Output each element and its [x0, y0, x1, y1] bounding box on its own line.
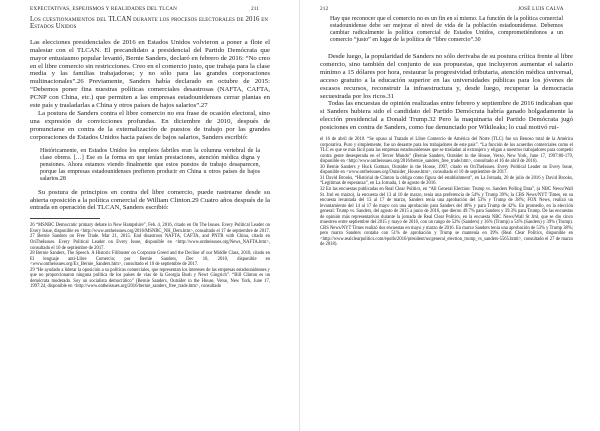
body-paragraph: Todas las encuestas de opinión realizadas entre febrero y septiembre de 2016 indicaban que si Sanders hubiera sido el candidato del Partido Demócrata habría ganado holgadamente la elección presidencial a Donald Trump.32 Pero la maquinaria del Partido Demócrata jugó posiciones en contra de Sanders, como fue denunciado por Wikileaks; lo cual motivó rui-	[320, 100, 573, 132]
running-head: JOSÉ LUIS CALVA	[518, 6, 564, 12]
footnote: 26 “MSNBC Democratic primary debate in New Hampshire”, Feb. 4, 2016, citado en On The Issues. Every Political Leader on Every Issue, disponible en <http://www.ontheissues.org/2016/MSNBC_NH_Dem.htm>, consultado el 17 de septiembre de 2017.	[30, 223, 270, 234]
page-number: 211	[251, 6, 260, 12]
footnote: 28 Bernie Sanders, The Speech. A Historic Filibuster on Corporate Greed and the Decline of our Middle Class, 2010, citado en El lenguaje anti-Libre Comercio; por Bernie Sanders, Dec 10, 2010, disponible en <www.ontheissues.org/Ex_Bernie_Sanders.htm>, consultado el 10 de septiembre de 2017.	[30, 251, 270, 268]
block-quote: Hay que reconocer que el comercio no es un fin en sí mismo. La función de la política comercial estadounidense debe ser mejorar el nivel de vida de la población estadounidense. Debemos cambiar radicalmente la política comercial de Estados Unidos, comprometiéndonos a un comercio “justo” en lugar de la política de “libre comercio”.30	[330, 16, 563, 43]
footnote: el 16 de abril de 2010. “Se opuso al Tratado el Libre Comercio de América del Norte (TLC) fue un Benoso total de la América corporativa. Puro y simplemente, fue un desastre para los trabajadores de este país”. “La función de los acuerdos comerciales como el TLC es que se más fácil para las empresas estadounidenses que se trasladan al extranjero y eligan a nuestros trabajadores para competir contra gente desesperada en el Tercer Mundo” (Bernie Sanders, Outsider in the House, Verso, New York, June 17, 1997:80-179, disponible en <http://www.ontheissues.org/2016/bernie_sanders_free_trade.htm>, consultado el 16 de abril de 2016).	[320, 137, 573, 165]
body-paragraph: Desde luego, la popularidad de Sanders no sólo derivaba de su postura crítica frente al libre comercio, sino también del conjunto de sus propuestas, que incluyeron aumentar el salario mínimo a 15 dólares por hora, restaurar la progresividad tributaria, atención médica universal, acceso gratuito a la educación superior en las universidades públicas para los jóvenes de escasos recursos, reconstruir la infraestructura y, desde luego, recuperar la democracia secuestrada por los ricos.31	[320, 53, 573, 100]
footnote: 27 Bernie Sanders on Free Trade. Mar 21, 2015. End disastrous NAFTA, CAFTA, and PNTR with China, citado en OnTheIssues. Every Political Leader on Every Issue, disponible en <http://www.ontheissues.org/News_NAFTA.htm>, consultado el 10 de septiembre de 2017.	[30, 234, 270, 251]
footnote: 29 “He ayudado a liderar la oposición a su políticas comerciales, que representan los intereses de las empresas estadounidenses y que no proporcionaron ninguna política de los países de vías de la Georgia Bush y Newt Gingrich”. “Bill Clinton es un demócrata moderado. Soy un socialista democrático” (Bernie Sanders, Outsider in the House, Verso, New York, June 17, 1997:24, disponible en <http://www.ontheissues.org/2016/bernie_sanders_free_trade.htm>, consultado	[30, 267, 270, 290]
body-paragraph: Las elecciones presidenciales de 2016 en Estados Unidos volvieron a poner a flote el malestar con el TLCAN. El precandidato a presidencial del Partido Demócrata que mayor entusiasmo popular levantó, Bernie Sanders, declaró en febrero de 2016: “No creo en el libre comercio sin restricciones. Creo en el comercio justo, que trabaja para la clase media y las familias trabajadoras; y no sólo para las grandes corporaciones multinacionales”.26 Previamente, Sanders había declarado en octubre de 2015: “Debemos poner fina nuestras políticas comerciales desastrosas (NAFTA, CAFTA, PCNP con China, etc.) que permiten a las empresas estadounidenses cerrar plantas en este país y trasladarlas a China y otros países de bajos salarios”.27	[30, 38, 270, 110]
running-head: EXPECTATIVAS, ESPEJISMOS Y REALIDADES DEL TLCAN	[30, 6, 178, 12]
page-number: 212	[320, 6, 329, 12]
footnote: 32 En las encuestas publicadas en Real Clear Politics, en “All General Election: Trump vs. Sanders Polling Data”, (a NBC News/Wall St. Jrnl en marzo), la encuesta del 13 al 10 de marzo, tenía una preferencia de 54% y Trump 39%; la CBS News/NYT Times, en su encuesta levantada del 13 al 17 de marzo, Sanders tenía una aprobación del 53% y Trump de 38%; FOX News, realizó un levantamiento del 14 al 17 de mayo con una aprobación para Sanders del 46% y para Trump de 42%. En promedio, en la elección general: Trump vs. Sanders, del agosto de 2015 a junio de 2016, que dieron 49.7% para Sanders y 39.3% para Trump. De las encuestas de opinión más representativas durante la jornada de Real Clear Politics, en la encuesta NBC News/Wall St Jrnl, que se dio cinco muestreo entre septiembre del 2015 y mayo de 2016, con un rango de 52% (Sanders) y 36% (Trump) a 54% (Sanders) y 39% (Trump). CBS News/NYT Times realizó dos encuestas en mayo y marzo de 2016. En marzo Sanders tenía una aprobación de 53% y Trump 38%; pero marzo Sanders contaba con 51% de aprobación y Trump se mantenía en 39% (Real Clear Politics, disponible en <http://www.realclearpolitics.com/epolls/2016/president/us/general_election_trump_vs_sanders-5565.html>, consultado el 27 de marzo de 2018).	[320, 186, 573, 248]
block-quote: Históricamente, en Estados Unidos los empleos fabriles eran la columna vertebral de la clase obrera. […] Ese es la forma en que tenían prestaciones, atención médica digna y pensiones. Ahora estamos viendo finalmente que estos puestos de trabajo desaparecen, porque las empresas estadounidenses prefieren producir en China u otros países de bajos salarios.28	[40, 147, 260, 182]
footnote: 31 David Brooks, “Histórial de Clinton la obliga como figura del establishment”, en La Jornada, 20 de julio de 2016 y David Brooks, “Legítimas de esperanza”, en La Jornada, 1 de agosto de 2016.	[320, 175, 573, 187]
right-text-column	[320, 14, 573, 248]
body-paragraph: Su postura de principios en contra del libre comercio, puede rastrearse desde su abierta oposición a la política comercial de William Clinton.29 Cuatro años después de la entrada en operación del TLCAN, Sanders escribió:	[30, 188, 270, 212]
section-title: Los cuestionamientos del TLCAN durante los procesos electorales de 2016 en Estados Unidos	[30, 16, 269, 31]
footnote: 30 Bernie Sanders y Huck Gutman, Outsider in the House, 1997, citado en OnTheIssues. Every Political Leader on Every Issue, disponible en <www.ontheissues.org/Outsider_House.htm>, consultado el 10 de septiembre de 2017.	[320, 164, 573, 176]
left-text-column	[30, 14, 270, 290]
footnote-rule	[30, 218, 100, 219]
body-paragraph: La postura de Sanders contra el libre comercio no era frase de ocasión electoral, sino una expresión de convicciones profundas. En diciembre de 2010, después de pronunciarse en contra de la externalización de puestos de trabajo por las grandes corporaciones de Estados Unidos hacia países de bajos salarios, Sanders escribió:	[30, 109, 270, 141]
right-page	[300, 0, 600, 431]
